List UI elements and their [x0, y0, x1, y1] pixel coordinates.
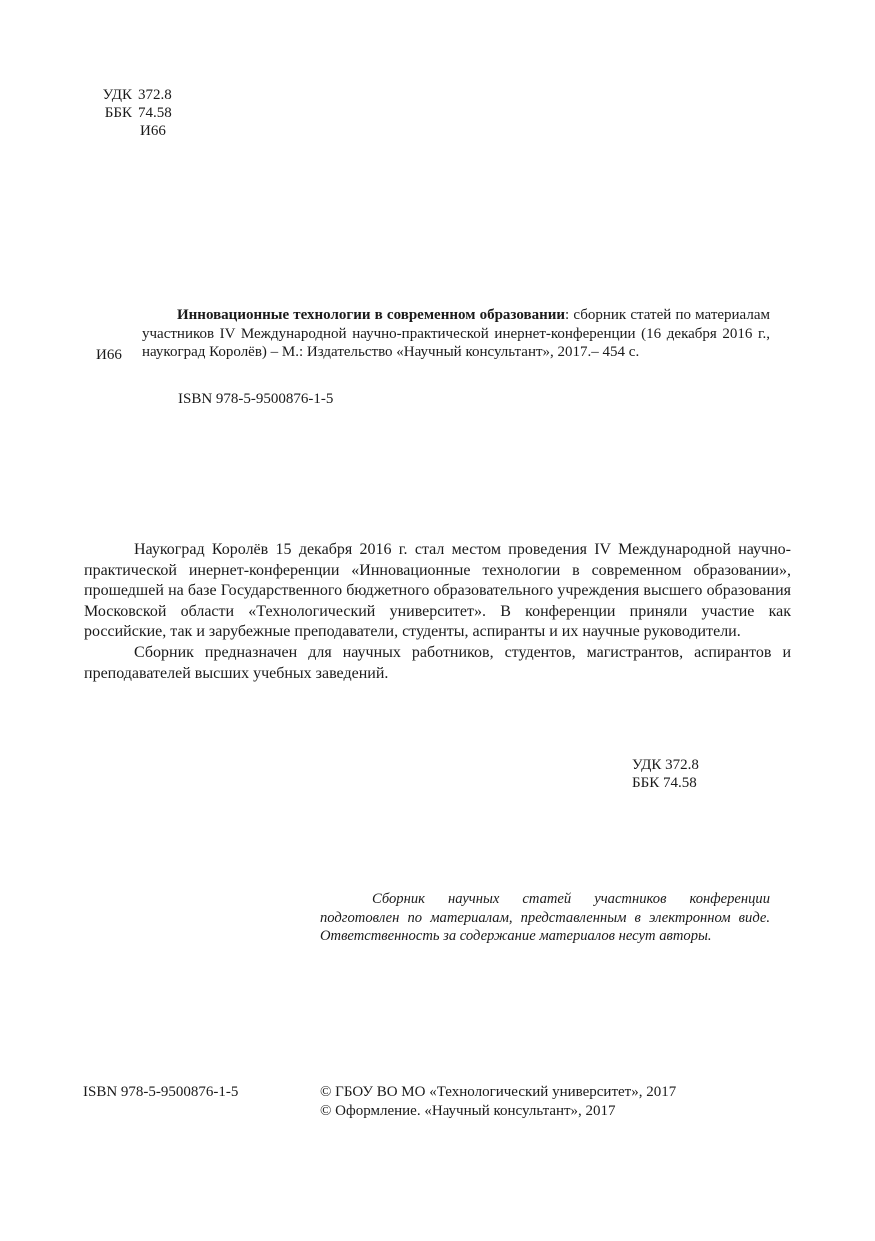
annotation-paragraph-1: Наукоград Королёв 15 декабря 2016 г. стал местом проведения IV Международной научно-практической инернет-конференции «Инновационные технологии в современном образовании», прошедшей на базе Государственного бюджетного образовательного учреждения высшего образования Московской области «Технологический университет». В конференции приняли участие как российские, так и зарубежные преподаватели, студенты, аспиранты и их научные руководители. [84, 541, 791, 641]
copyright-block [320, 1083, 676, 1121]
bib-isbn: ISBN 978-5-9500876-1-5 [178, 391, 334, 407]
disclaimer-text: Сборник научных статей участников конференции подготовлен по материалам, представленным в электронном виде. Ответственность за содержание материалов несут авторы. [320, 891, 770, 945]
bbk-value: 74.58 [138, 105, 172, 121]
bbk-line [98, 104, 172, 122]
disclaimer [320, 890, 770, 946]
bib-author-code: И66 [96, 347, 122, 363]
udk-right: УДК 372.8 [632, 757, 699, 773]
annotation [84, 540, 791, 684]
book-title: Инновационные технологии в современном образовании [177, 307, 566, 323]
author-code: И66 [140, 123, 166, 139]
bib-text [142, 306, 770, 362]
bbk-label: ББК [104, 105, 132, 121]
udk-label: УДК [102, 87, 132, 103]
classification-block-right [632, 756, 699, 792]
classification-block-top [98, 86, 172, 140]
annotation-paragraph-2: Сборник предназначен для научных работников, студентов, магистрантов, аспирантов и преподавателей высших учебных заведений. [84, 643, 791, 682]
bbk-right: ББК 74.58 [632, 775, 697, 791]
bibliographic-record [142, 306, 770, 362]
footer-isbn: ISBN 978-5-9500876-1-5 [83, 1084, 239, 1100]
book-description: : сборник статей по материалам участников IV Международной научно-практической инернет-конференции (16 декабря 2016 г., наукоград Королёв) – М.: Издательство «Научный консультант», 2017.– 454 с. [142, 307, 770, 360]
udk-value: 372.8 [138, 87, 172, 103]
udk-line [98, 86, 172, 104]
copyright-university: © ГБОУ ВО МО «Технологический университет», 2017 [320, 1084, 677, 1100]
copyright-design: © Оформление. «Научный консультант», 2017 [320, 1103, 616, 1119]
